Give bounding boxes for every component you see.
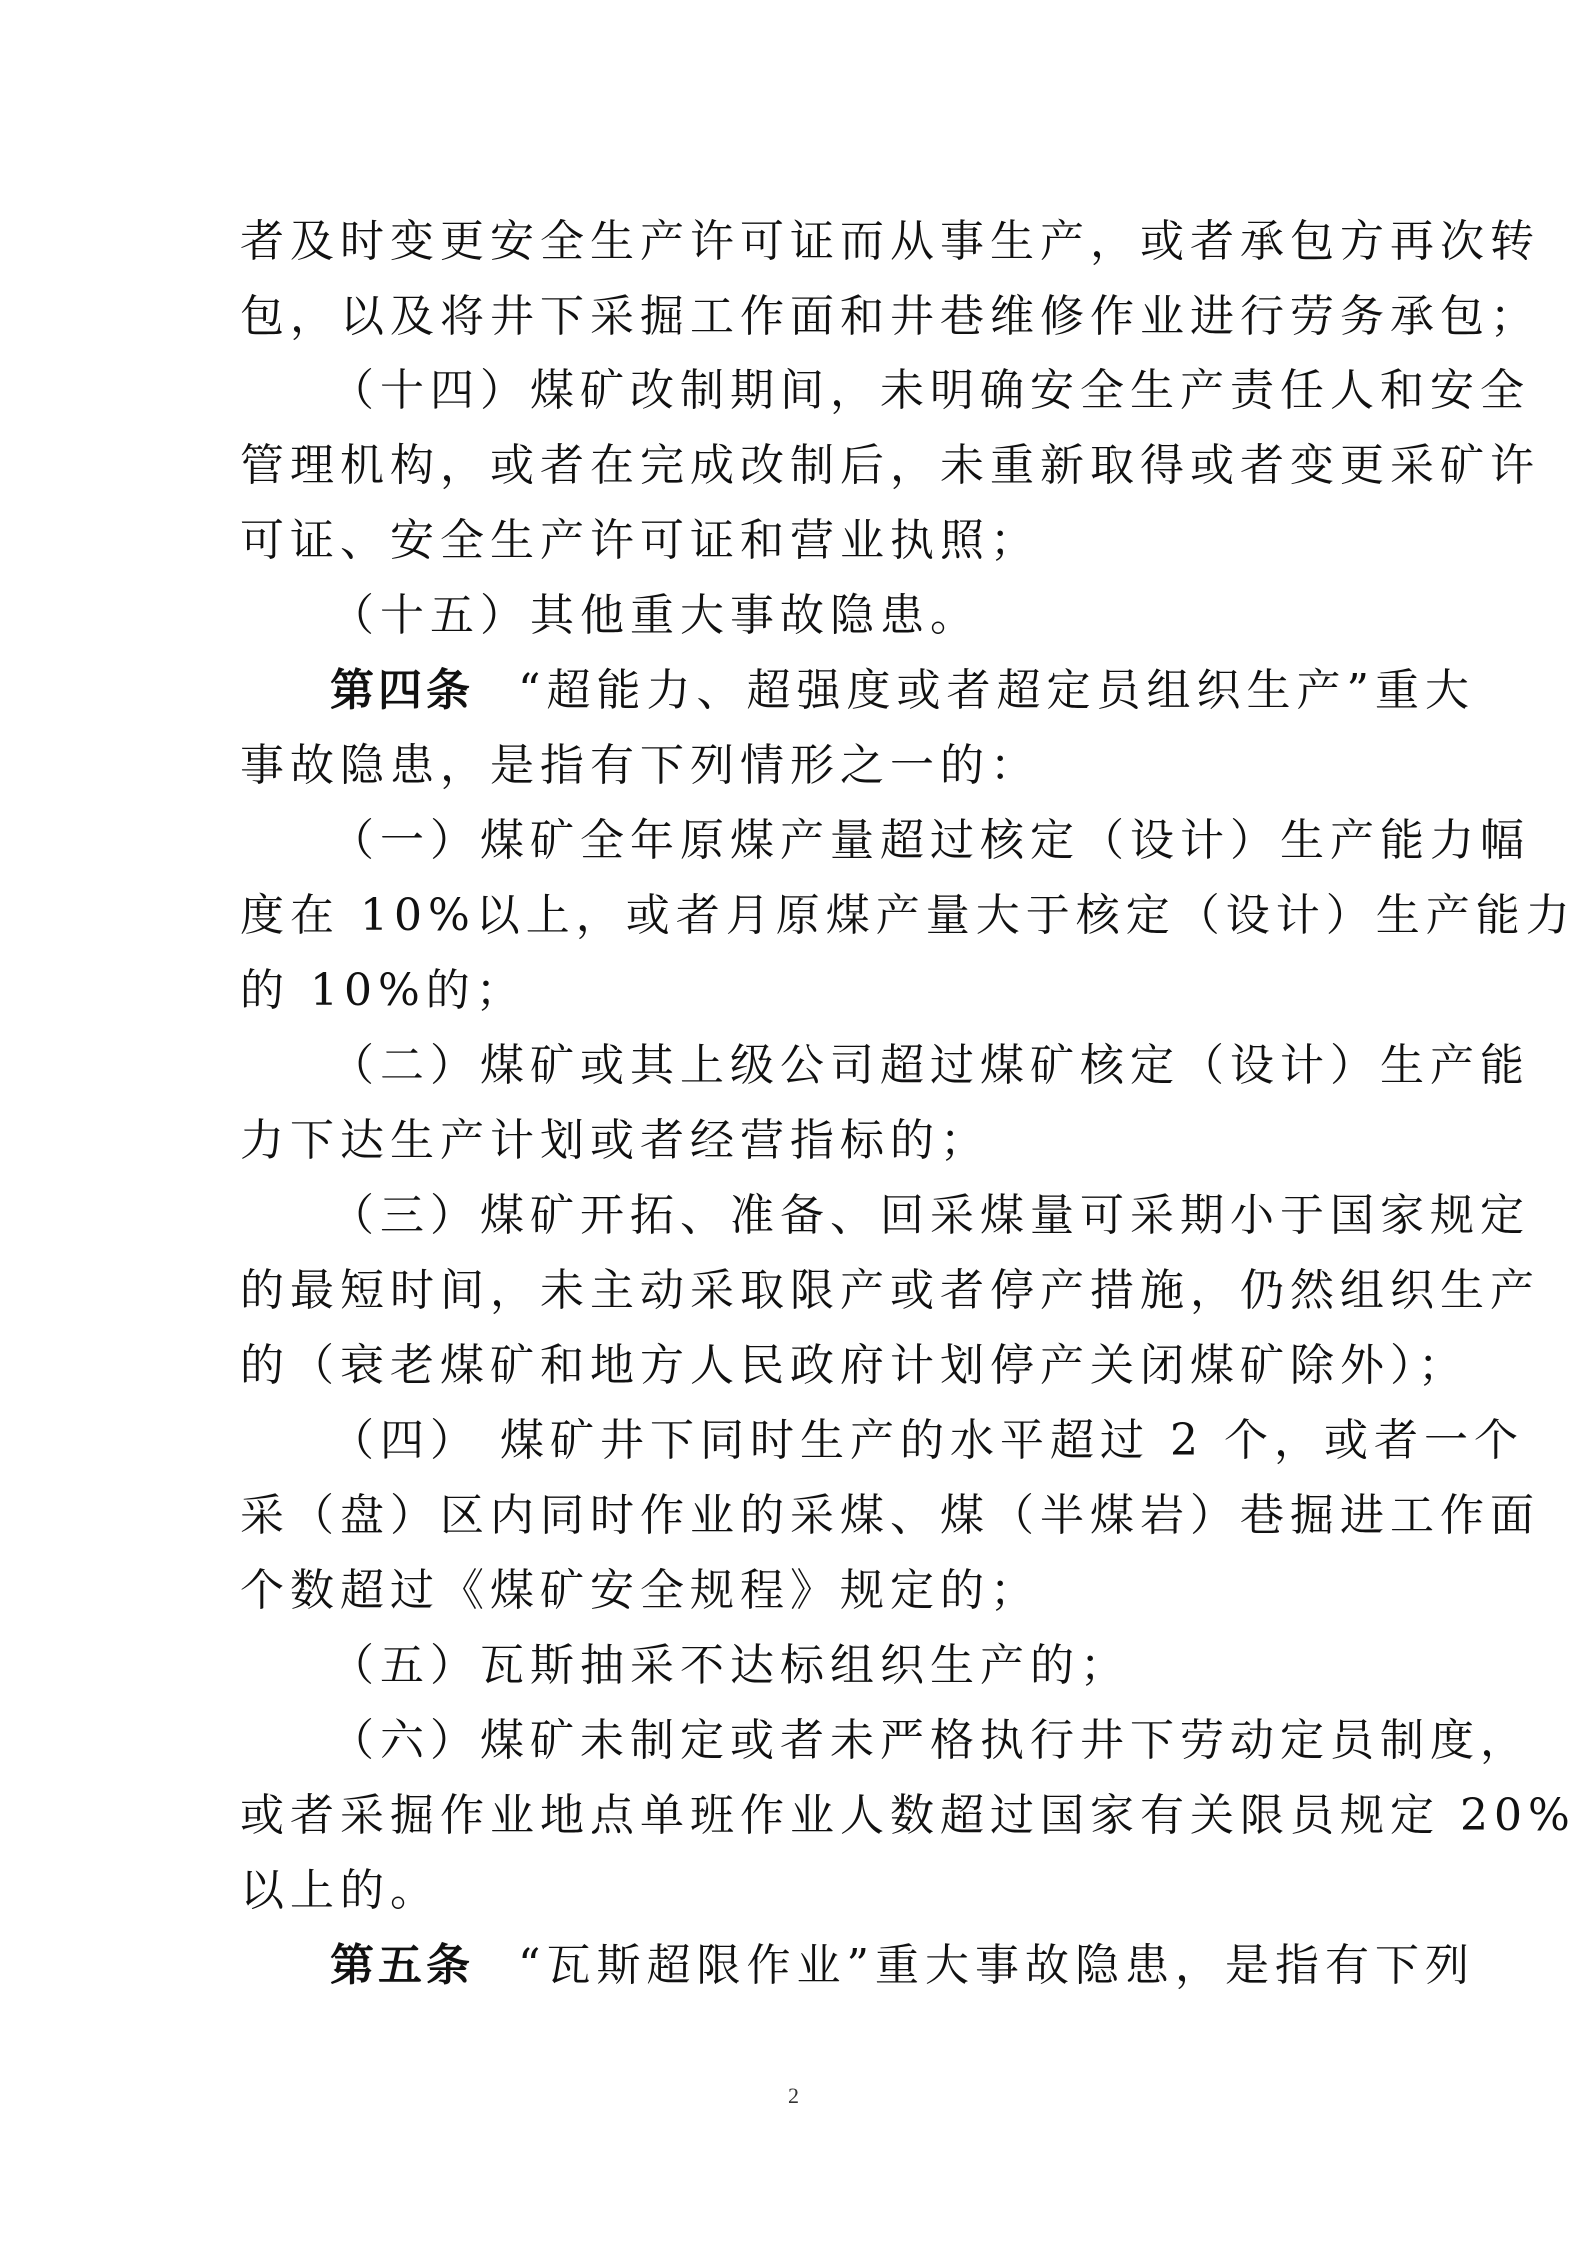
text-line: 的（衰老煤矿和地方人民政府计划停产关闭煤矿除外）； [240,1340,1468,1391]
text-line: 采（盘）区内同时作业的采煤、煤（半煤岩）巷掘进工作面 [240,1490,1540,1541]
article-heading: 第五条 [330,1940,474,1991]
article-text: “瓦斯超限作业”重大事故隐患，是指有下列 [518,1940,1475,1991]
text-line: 力下达生产计划或者经营指标的； [240,1115,990,1166]
article-line [330,653,1475,729]
text-line: （三）煤矿开拓、准备、回采煤量可采期小于国家规定 [330,1190,1530,1241]
text-line: 者及时变更安全生产许可证而从事生产，或者承包方再次转 [240,216,1540,267]
article-text: “超能力、超强度或者超定员组织生产”重大 [518,665,1475,716]
text-line: （十五）其他重大事故隐患。 [330,590,980,641]
page-number: 2 [788,2083,799,2108]
article-heading: 第四条 [330,665,474,716]
text-line: （四） 煤矿井下同时生产的水平超过 2 个，或者一个 [330,1415,1524,1466]
text-line: （二）煤矿或其上级公司超过煤矿核定（设计）生产能 [330,1040,1530,1091]
text-line: 事故隐患，是指有下列情形之一的： [240,740,1040,791]
article-line [330,1928,1475,2004]
text-line: 可证、安全生产许可证和营业执照； [240,515,1040,566]
text-line: （一）煤矿全年原煤产量超过核定（设计）生产能力幅 [330,815,1530,866]
text-line: 或者采掘作业地点单班作业人数超过国家有关限员规定 20% [240,1790,1576,1841]
text-line: 以上的。 [240,1865,440,1916]
text-line: （六）煤矿未制定或者未严格执行井下劳动定员制度， [330,1715,1530,1766]
text-line: （五）瓦斯抽采不达标组织生产的； [330,1640,1130,1691]
text-line: 的最短时间，未主动采取限产或者停产措施，仍然组织生产 [240,1265,1540,1316]
text-line: （十四）煤矿改制期间，未明确安全生产责任人和安全 [330,365,1530,416]
text-line: 度在 10%以上，或者月原煤产量大于核定（设计）生产能力 [240,890,1576,941]
text-line: 的 10%的； [240,965,526,1016]
text-line: 个数超过《煤矿安全规程》规定的； [240,1565,1040,1616]
text-line: 包，以及将井下采掘工作面和井巷维修作业进行劳务承包； [240,291,1540,342]
text-line: 管理机构，或者在完成改制后，未重新取得或者变更采矿许 [240,440,1540,491]
